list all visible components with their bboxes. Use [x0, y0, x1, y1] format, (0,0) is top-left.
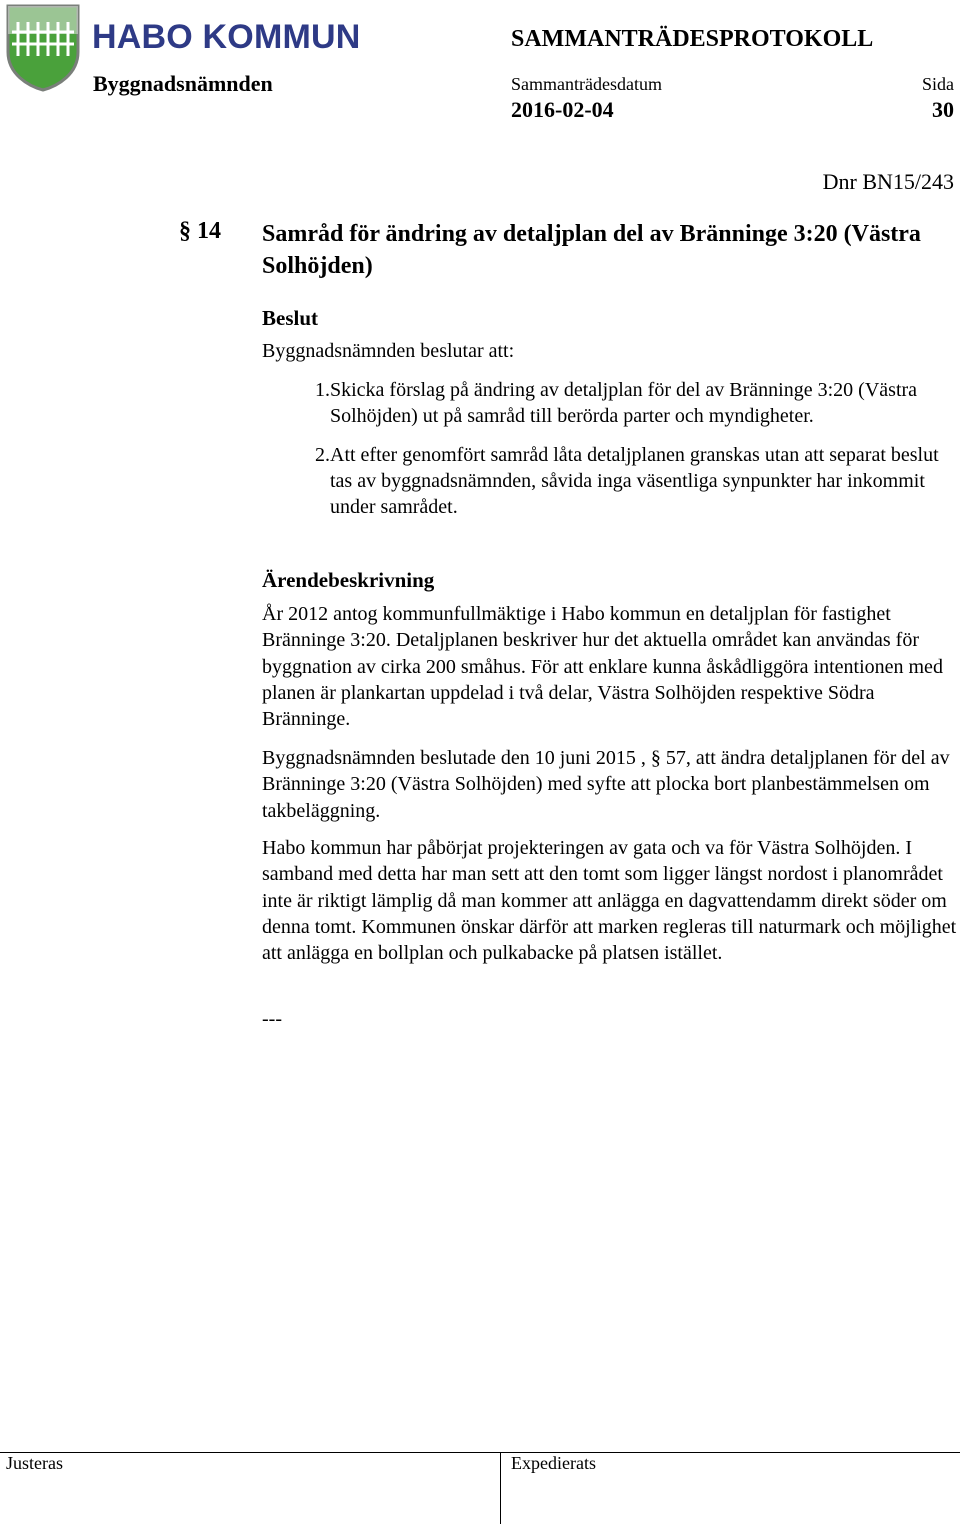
- section-title: Samråd för ändring av detaljplan del av Bränninge 3:20 (Västra Solhöjden): [262, 221, 921, 279]
- document-type: SAMMANTRÄDESPROTOKOLL: [511, 26, 874, 52]
- footer-column-divider: [500, 1452, 501, 1524]
- committee-name: Byggnadsnämnden: [93, 71, 273, 96]
- page-label: Sida: [921, 74, 954, 94]
- meeting-date-label: Sammanträdesdatum: [511, 74, 662, 94]
- decision-list: [262, 377, 952, 532]
- description-paragraph: Habo kommun har påbörjat projekteringen av gata och va för Västra Solhöjden. I samband med detta har man sett att den tomt som ligger längst nordost i planområdet inte är riktigt lämplig då man kommer att anlägga en dagvattendamm direkt söder om denna tomt. Kommunen önskar därför att marken regleras till naturmark och möjlighet att anlägga en bollplan och pulkabacke på platsen istället.: [262, 837, 957, 965]
- list-item: [262, 377, 952, 430]
- description-heading: Ärendebeskrivning: [262, 568, 435, 592]
- decision-intro: Byggnadsnämnden beslutar att:: [262, 340, 515, 362]
- habo-kommun-logo: [6, 4, 80, 92]
- description-paragraph: År 2012 antog kommunfullmäktige i Habo kommun en detaljplan för fastighet Bränninge 3:20. Detaljplanen beskriver hur det aktuella området kan användas för byggnation av cirka 200 småhus. För att enklare kunna åskådliggöra intentionen med planen är plankartan uppdelad i två delar, Västra Solhöjden respektive Södra Bränninge.: [262, 603, 943, 731]
- page-number: 30: [932, 97, 954, 122]
- footer-expedierats-label: Expedierats: [511, 1453, 596, 1473]
- list-item-number: 1.: [315, 379, 330, 401]
- footer-justeras-label: Justeras: [6, 1453, 63, 1473]
- case-number: Dnr BN15/243: [822, 169, 954, 194]
- footer-divider: [0, 1452, 960, 1453]
- end-mark: ---: [262, 1008, 282, 1030]
- list-item-text: Skicka förslag på ändring av detaljplan för del av Bränninge 3:20 (Västra Solhöjden) ut på samråd till berörda parter och myndigheter.: [330, 379, 918, 428]
- decision-heading: Beslut: [262, 306, 319, 330]
- list-item: [262, 442, 952, 521]
- description-paragraph: Byggnadsnämnden beslutade den 10 juni 2015 , § 57, att ändra detaljplanen för del av Bränninge 3:20 (Västra Solhöjden) med syfte att plocka bort planbestämmelsen om takbeläggning.: [262, 747, 950, 822]
- list-item-number: 2.: [315, 443, 330, 466]
- meeting-date: 2016-02-04: [511, 97, 614, 122]
- section-number: § 14: [179, 218, 221, 244]
- logo-text: HABO KOMMUN: [92, 18, 361, 56]
- list-item-text: Att efter genomfört samråd låta detaljplanen granskas utan att separat beslut tas av byggnadsnämnden, såvida inga väsentliga synpunkter har inkommit under samrådet.: [330, 443, 939, 519]
